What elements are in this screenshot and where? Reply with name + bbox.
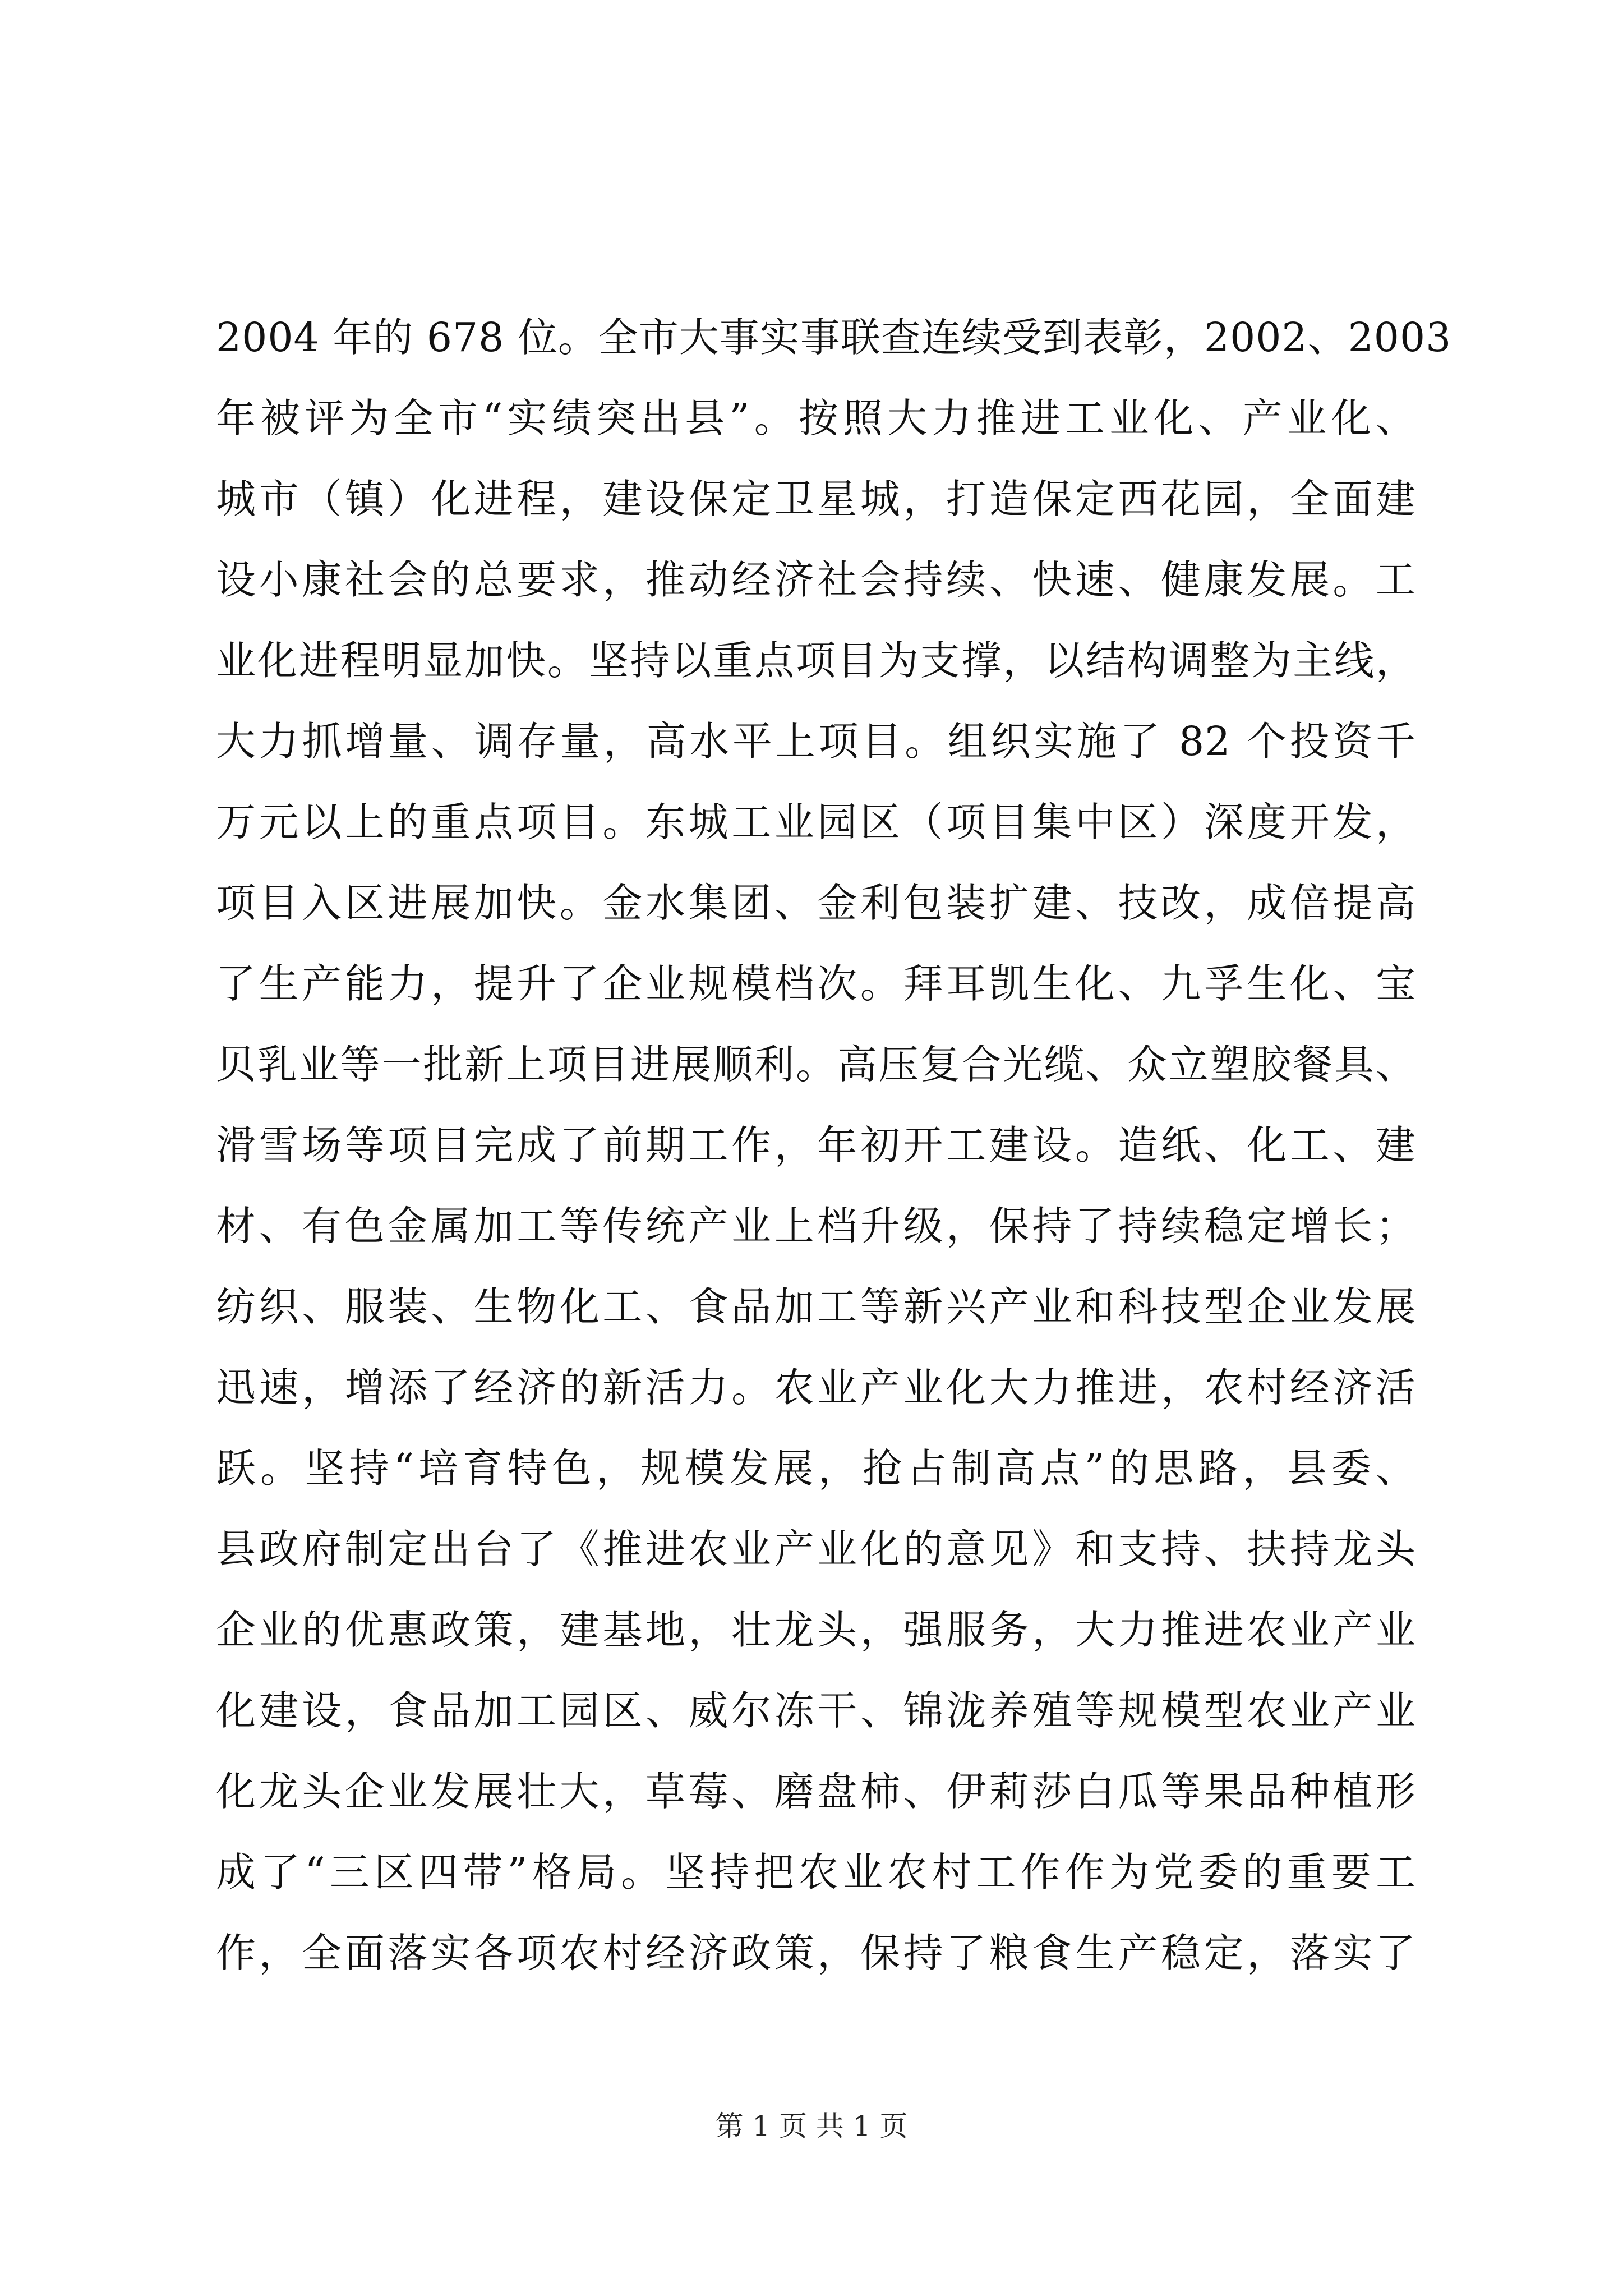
text-line: 年被评为全市“实绩突出县”。按照大力推进工业化、产业化、 [216,395,1416,441]
text-line: 贝乳业等一批新上项目进展顺利。高压复合光缆、众立塑胶餐具、 [216,1041,1416,1088]
body-text [216,297,1452,1994]
page-number-footer: 第 1 页 共 1 页 [715,2110,908,2142]
text-line: 滑雪场等项目完成了前期工作，年初开工建设。造纸、化工、建 [216,1122,1416,1168]
text-line: 成了“三区四带”格局。坚持把农业农村工作作为党委的重要工 [216,1849,1416,1895]
text-line: 化建设，食品加工园区、威尔冻干、锦泷养殖等规模型农业产业 [216,1687,1416,1734]
text-line: 项目入区进展加快。金水集团、金利包装扩建、技改，成倍提高 [216,880,1416,926]
text-line: 城市（镇）化进程，建设保定卫星城，打造保定西花园，全面建 [216,476,1416,522]
text-line: 业化进程明显加快。坚持以重点项目为支撑，以结构调整为主线， [216,637,1416,684]
text-line: 迅速，增添了经济的新活力。农业产业化大力推进，农村经济活 [216,1364,1416,1411]
text-line: 作，全面落实各项农村经济政策，保持了粮食生产稳定，落实了 [216,1930,1416,1976]
text-line: 了生产能力，提升了企业规模档次。拜耳凯生化、九孚生化、宝 [216,960,1416,1007]
text-line: 2004 年的 678 位。全市大事实事联查连续受到表彰，2002、2003 [216,314,1452,361]
text-line: 化龙头企业发展壮大，草莓、磨盘柿、伊莉莎白瓜等果品种植形 [216,1768,1416,1815]
text-line: 县政府制定出台了《推进农业产业化的意见》和支持、扶持龙头 [216,1526,1416,1572]
text-line: 企业的优惠政策，建基地，壮龙头，强服务，大力推进农业产业 [216,1607,1416,1653]
text-line: 材、有色金属加工等传统产业上档升级，保持了持续稳定增长； [216,1203,1416,1249]
text-line: 设小康社会的总要求，推动经济社会持续、快速、健康发展。工 [216,556,1416,603]
text-line: 纺织、服装、生物化工、食品加工等新兴产业和科技型企业发展 [216,1283,1416,1330]
text-line: 大力抓增量、调存量，高水平上项目。组织实施了 82 个投资千 [216,718,1416,765]
text-line: 跃。坚持“培育特色，规模发展，抢占制高点”的思路，县委、 [216,1445,1416,1492]
text-line: 万元以上的重点项目。东城工业园区（项目集中区）深度开发， [216,799,1416,845]
